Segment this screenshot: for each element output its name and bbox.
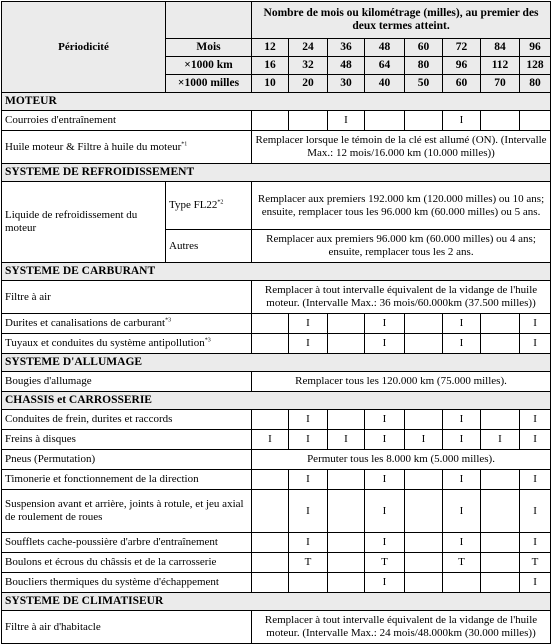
interval-mark	[289, 111, 328, 131]
interval-mark	[481, 334, 520, 354]
interval-value-text: 36	[340, 41, 352, 53]
interval-value-text: 12	[264, 41, 276, 53]
refroidissement-section-title-text: SYSTEME DE REFROIDISSEMENT	[5, 166, 195, 178]
interval-mark	[520, 553, 551, 573]
interval-mark	[405, 490, 443, 533]
freins-disques-row	[2, 430, 551, 450]
interval-mark	[481, 553, 520, 573]
pneus-label-text: Pneus (Permutation)	[5, 453, 96, 465]
freins-disques-label-text: Freins à disques	[5, 433, 76, 445]
bougies-instruction-text: Remplacer tous les 120.000 km (75.000 milles).	[295, 375, 507, 387]
interval-mark-text: I	[533, 433, 537, 445]
interval-value-text: 80	[529, 77, 541, 89]
interval-mark	[405, 430, 443, 450]
interval-mark	[328, 553, 365, 573]
interval-mark	[481, 573, 520, 593]
interval-value-text: 16	[264, 59, 276, 71]
interval-mark	[520, 470, 551, 490]
interval-mark	[481, 314, 520, 334]
boulons-label-text: Boulons et écrous du châssis et de la carrosserie	[5, 556, 217, 568]
interval-mark	[520, 490, 551, 533]
periodicity-header	[2, 2, 166, 93]
interval-mark	[289, 533, 328, 553]
interval-mark	[365, 314, 405, 334]
interval-mark-text: I	[382, 576, 387, 588]
interval-mark-text: I	[382, 413, 387, 425]
interval-mark-text: T	[304, 556, 312, 568]
filtre-air-instruction	[252, 281, 551, 314]
interval-mark	[443, 573, 481, 593]
interval-mark	[443, 111, 481, 131]
interval-mark	[405, 314, 443, 334]
carburant-section-row	[2, 263, 551, 281]
interval-value	[443, 75, 481, 93]
interval-value	[252, 57, 289, 75]
coolant-type-autres-text: Autres	[169, 239, 199, 252]
interval-mark	[365, 533, 405, 553]
interval-mark	[520, 314, 551, 334]
moteur-section-row	[2, 93, 551, 111]
coolant-fl22-row	[2, 182, 551, 230]
interval-mark	[520, 573, 551, 593]
coolant-fl22-instruction	[252, 182, 551, 230]
chassis-section-row	[2, 392, 551, 410]
interval-mark-text: I	[306, 473, 310, 485]
interval-value	[520, 57, 551, 75]
interval-mark	[252, 334, 289, 354]
boucliers-row	[2, 573, 551, 593]
interval-mark-text: I	[533, 317, 537, 329]
boucliers-label	[2, 573, 252, 593]
boulons-row	[2, 553, 551, 573]
coolant-type-autres	[166, 230, 252, 263]
boulons-label	[2, 553, 252, 573]
interval-mark	[328, 314, 365, 334]
interval-mark-text: I	[306, 337, 310, 349]
interval-value-text: 10	[264, 77, 276, 89]
interval-mark	[252, 111, 289, 131]
huile-label-text: Huile moteur & Filtre à huile du moteur	[5, 140, 182, 153]
interval-value	[443, 57, 481, 75]
interval-value-text: 20	[302, 77, 314, 89]
tuyaux-label-text: Tuyaux et conduites du système antipollution	[5, 337, 205, 349]
interval-unit-label-text: Mois	[196, 41, 221, 53]
interval-mark	[252, 410, 289, 430]
interval-mark-text: I	[382, 536, 387, 548]
interval-value-text: 84	[494, 41, 506, 53]
interval-mark-text: T	[381, 556, 388, 568]
courroies-row	[2, 111, 551, 131]
interval-mark	[520, 430, 551, 450]
interval-mark	[252, 573, 289, 593]
interval-value	[289, 57, 328, 75]
interval-mark-text: I	[421, 433, 426, 445]
interval-mark-text: I	[382, 473, 387, 485]
interval-value-text: 128	[526, 59, 544, 71]
interval-mark-text: I	[306, 413, 310, 425]
interval-mark	[405, 470, 443, 490]
allumage-section-title-text: SYSTEME D'ALLUMAGE	[5, 356, 143, 368]
tuyaux-row	[2, 334, 551, 354]
footnote-marker: *3	[165, 317, 172, 324]
durites-label-text: Durites et canalisations de carburant	[5, 317, 166, 329]
climatiseur-section-title	[2, 593, 551, 611]
filtre-habitacle-instruction-text: Remplacer à tout intervalle équivalent de la vidange de l'huile moteur. (Intervalle Max.: 24 mois/48.000km (30.000 milles))	[264, 614, 538, 639]
interval-mark-text: I	[459, 413, 464, 425]
interval-mark	[365, 553, 405, 573]
interval-mark	[405, 553, 443, 573]
interval-mark	[252, 490, 289, 533]
interval-mark	[252, 470, 289, 490]
interval-value-text: 32	[302, 59, 314, 71]
interval-mark-text: I	[533, 504, 537, 517]
timonerie-label-text: Timonerie et fonctionnement de la direction	[5, 473, 199, 485]
interval-unit-label	[166, 39, 252, 57]
interval-mark-text: I	[533, 413, 537, 425]
interval-unit-label-text: ×1000 km	[184, 59, 233, 71]
interval-mark	[289, 314, 328, 334]
interval-unit-label	[166, 75, 252, 93]
interval-value	[405, 57, 443, 75]
interval-mark	[328, 334, 365, 354]
bougies-label	[2, 372, 252, 392]
interval-mark	[365, 430, 405, 450]
interval-value-text: 112	[491, 59, 509, 71]
bougies-instruction	[252, 372, 551, 392]
interval-value	[405, 75, 443, 93]
climatiseur-section-title-text: SYSTEME DE CLIMATISEUR	[5, 595, 164, 607]
interval-mark-text: I	[459, 473, 464, 485]
interval-mark-text: I	[268, 433, 272, 445]
interval-mark-text: T	[458, 556, 465, 568]
header-blank-cell	[166, 2, 252, 39]
interval-value	[328, 57, 365, 75]
interval-header-title-text: Nombre de mois ou kilométrage (milles), au premier des deux termes atteint.	[263, 7, 539, 32]
interval-mark	[520, 334, 551, 354]
interval-mark	[289, 470, 328, 490]
conduites-frein-label	[2, 410, 252, 430]
coolant-autres-instruction-text: Remplacer aux premiers 96.000 km (60.000 milles) ou 4 ans; ensuite, remplacer tous les 2 ans.	[266, 233, 536, 258]
interval-value	[365, 57, 405, 75]
interval-mark	[481, 430, 520, 450]
huile-label	[2, 131, 252, 164]
interval-mark	[328, 490, 365, 533]
filtre-air-label-text: Filtre à air	[5, 290, 51, 303]
interval-mark-text: T	[531, 556, 539, 568]
chassis-section-title	[2, 392, 551, 410]
interval-mark	[405, 573, 443, 593]
interval-mark-text: I	[306, 317, 310, 329]
coolant-autres-instruction	[252, 230, 551, 263]
interval-mark-text: I	[344, 114, 348, 126]
interval-mark	[405, 533, 443, 553]
filtre-air-instruction-text: Remplacer à tout intervalle équivalent de la vidange de l'huile moteur. (Intervalle Max.: 36 mois/60.000km (37.500 milles))	[264, 284, 538, 309]
boucliers-label-text: Boucliers thermiques du système d'échappement	[5, 576, 219, 588]
interval-mark	[252, 533, 289, 553]
interval-mark-text: I	[533, 536, 537, 548]
interval-value-text: 96	[529, 41, 541, 53]
interval-mark	[252, 314, 289, 334]
courroies-label-text: Courroies d'entraînement	[5, 114, 117, 126]
interval-mark	[443, 470, 481, 490]
interval-mark	[405, 334, 443, 354]
suspension-row	[2, 490, 551, 533]
interval-mark-text: I	[533, 337, 537, 349]
interval-value-text: 80	[417, 59, 430, 71]
interval-mark	[365, 490, 405, 533]
interval-mark	[328, 573, 365, 593]
conduites-frein-row	[2, 410, 551, 430]
interval-mark	[520, 410, 551, 430]
interval-value	[481, 57, 520, 75]
coolant-label-text: Liquide de refroidissement du moteur	[5, 209, 138, 234]
interval-unit-label-text: ×1000 milles	[177, 77, 240, 89]
suspension-label	[2, 490, 252, 533]
durites-row	[2, 314, 551, 334]
interval-mark-text: I	[533, 576, 537, 588]
interval-value-text: 96	[455, 59, 468, 71]
courroies-label	[2, 111, 252, 131]
interval-mark	[252, 553, 289, 573]
huile-instruction-text: Remplacer lorsque le témoin de la clé est allumé (ON). (Intervalle Max.: 12 mois/16.000 km (10.000 milles))	[255, 134, 547, 159]
coolant-label	[2, 182, 166, 263]
huile-row	[2, 131, 551, 164]
interval-value	[481, 75, 520, 93]
interval-mark	[443, 490, 481, 533]
interval-mark	[365, 410, 405, 430]
interval-value-text: 50	[417, 77, 430, 89]
interval-value-text: 24	[302, 41, 314, 53]
interval-value	[365, 75, 405, 93]
interval-mark	[443, 334, 481, 354]
pneus-row	[2, 450, 551, 470]
interval-mark	[289, 334, 328, 354]
periodicity-header-text: Périodicité	[58, 40, 109, 53]
interval-mark	[520, 111, 551, 131]
interval-mark	[289, 410, 328, 430]
pneus-label	[2, 450, 252, 470]
filtre-habitacle-label	[2, 611, 252, 644]
interval-mark-text: I	[306, 433, 310, 445]
interval-mark	[481, 533, 520, 553]
interval-mark	[289, 573, 328, 593]
interval-mark-text: I	[382, 337, 387, 349]
interval-mark	[443, 533, 481, 553]
interval-mark-text: I	[306, 536, 310, 548]
pneus-instruction	[252, 450, 551, 470]
interval-mark-text: I	[306, 504, 310, 517]
interval-mark-text: I	[459, 337, 464, 349]
interval-value	[365, 39, 405, 57]
interval-mark	[328, 430, 365, 450]
chassis-section-title-text: CHASSIS et CARROSSERIE	[5, 394, 152, 406]
interval-value-text: 48	[378, 41, 391, 53]
interval-value-text: 64	[378, 59, 391, 71]
moteur-section-title	[2, 93, 551, 111]
pneus-instruction-text: Permuter tous les 8.000 km (5.000 milles).	[307, 453, 495, 465]
interval-mark	[365, 470, 405, 490]
interval-mark	[443, 410, 481, 430]
refroidissement-section-title	[2, 164, 551, 182]
interval-mark-text: I	[459, 317, 464, 329]
carburant-section-title-text: SYSTEME DE CARBURANT	[5, 265, 156, 277]
interval-mark	[365, 573, 405, 593]
interval-mark	[405, 111, 443, 131]
interval-mark	[289, 430, 328, 450]
interval-mark	[289, 553, 328, 573]
interval-value	[252, 39, 289, 57]
coolant-fl22-instruction-text: Remplacer aux premiers 192.000 km (120.000 milles) ou 10 ans; ensuite, remplacer tous les 96.000 km (60.000 milles) ou 5 ans.	[257, 192, 545, 218]
footnote-marker: *2	[217, 199, 224, 206]
interval-value	[289, 75, 328, 93]
interval-mark	[328, 470, 365, 490]
interval-value-text: 72	[455, 41, 468, 53]
filtre-habitacle-label-text: Filtre à air d'habitacle	[5, 620, 101, 633]
filtre-air-label	[2, 281, 252, 314]
interval-value-text: 70	[494, 77, 506, 89]
interval-mark	[481, 470, 520, 490]
interval-mark	[289, 490, 328, 533]
interval-mark-text: I	[459, 114, 464, 126]
interval-mark-text: I	[459, 504, 464, 517]
interval-mark	[328, 533, 365, 553]
huile-instruction	[252, 131, 551, 164]
interval-mark-text: I	[498, 433, 502, 445]
interval-value	[289, 39, 328, 57]
interval-value	[520, 39, 551, 57]
interval-mark-text: I	[533, 473, 537, 485]
conduites-frein-label-text: Conduites de frein, durites et raccords	[5, 413, 173, 425]
interval-mark	[365, 111, 405, 131]
interval-mark	[443, 314, 481, 334]
interval-value	[328, 39, 365, 57]
header-title-row	[2, 2, 551, 39]
interval-value-text: 60	[455, 77, 468, 89]
interval-value-text: 30	[340, 77, 352, 89]
interval-value	[252, 75, 289, 93]
interval-mark-text: I	[344, 433, 348, 445]
footnote-marker: *1	[181, 140, 188, 147]
moteur-section-title-text: MOTEUR	[5, 95, 57, 107]
interval-mark	[481, 490, 520, 533]
interval-value	[443, 39, 481, 57]
interval-mark	[252, 430, 289, 450]
tuyaux-label	[2, 334, 252, 354]
soufflets-row	[2, 533, 551, 553]
interval-mark-text: I	[459, 536, 464, 548]
allumage-section-row	[2, 354, 551, 372]
freins-disques-label	[2, 430, 252, 450]
interval-value	[328, 75, 365, 93]
interval-mark	[443, 553, 481, 573]
coolant-type-fl22-text: Type FL22	[169, 199, 218, 211]
filtre-habitacle-instruction	[252, 611, 551, 644]
timonerie-label	[2, 470, 252, 490]
interval-value-text: 40	[378, 77, 391, 89]
bougies-label-text: Bougies d'allumage	[5, 375, 92, 387]
interval-unit-label	[166, 57, 252, 75]
interval-mark	[443, 430, 481, 450]
bougies-row	[2, 372, 551, 392]
interval-value	[405, 39, 443, 57]
climatiseur-section-row	[2, 593, 551, 611]
interval-mark	[328, 111, 365, 131]
suspension-label-text: Suspension avant et arrière, joints à rotule, et jeu axial de roulement de roues	[5, 498, 244, 523]
interval-header-title	[252, 2, 551, 39]
interval-value	[481, 39, 520, 57]
coolant-type-fl22	[166, 182, 252, 230]
soufflets-label	[2, 533, 252, 553]
interval-mark	[405, 410, 443, 430]
interval-mark	[328, 410, 365, 430]
timonerie-row	[2, 470, 551, 490]
carburant-section-title	[2, 263, 551, 281]
interval-mark-text: I	[459, 433, 464, 445]
footnote-marker: *3	[204, 337, 211, 344]
interval-mark	[520, 533, 551, 553]
interval-mark-text: I	[382, 504, 387, 517]
soufflets-label-text: Soufflets cache-poussière d'arbre d'entraînement	[5, 536, 218, 548]
interval-mark-text: I	[382, 433, 387, 445]
allumage-section-title	[2, 354, 551, 372]
interval-mark-text: I	[382, 317, 387, 329]
interval-value-text: 60	[417, 41, 430, 53]
durites-label	[2, 314, 252, 334]
interval-mark	[481, 111, 520, 131]
interval-value	[520, 75, 551, 93]
filtre-habitacle-row	[2, 611, 551, 644]
interval-mark	[481, 410, 520, 430]
interval-mark	[365, 334, 405, 354]
maintenance-schedule-table	[1, 1, 551, 644]
filtre-air-row	[2, 281, 551, 314]
refroidissement-section-row	[2, 164, 551, 182]
interval-value-text: 48	[340, 59, 352, 71]
